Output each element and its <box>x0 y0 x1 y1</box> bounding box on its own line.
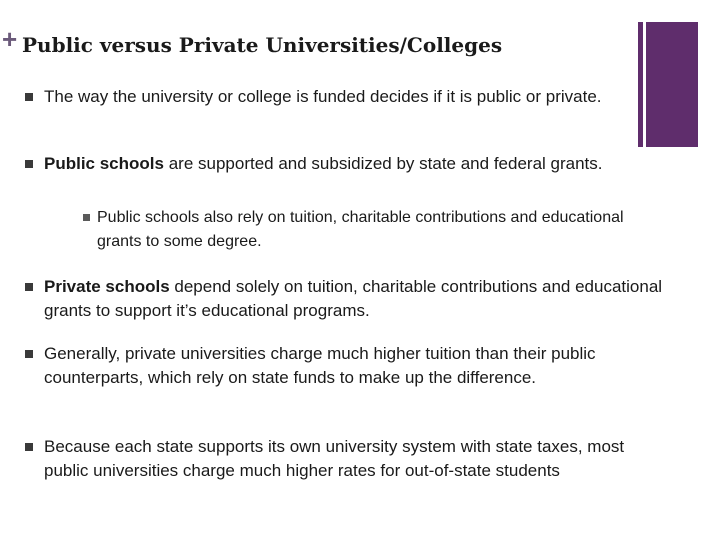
bullet-public-schools <box>44 152 666 176</box>
plus-icon: + <box>2 24 18 54</box>
bullet-funding <box>44 85 666 109</box>
bullet-text: depend solely on tuition, charitable contributions and educational grants to support it’s educational programs. <box>44 277 663 320</box>
bullet-square-icon <box>25 350 33 358</box>
bullet-text: The way the university or college is funded decides if it is public or private. <box>44 87 602 106</box>
bullet-text: Because each state supports its own university system with state taxes, most public universities charge much higher rates for out-of-state students <box>44 437 625 480</box>
bullet-square-icon <box>25 160 33 168</box>
bullet-tuition-comparison <box>44 342 666 390</box>
bullet-lead: Private schools <box>44 277 170 296</box>
bullet-square-icon <box>25 443 33 451</box>
bullet-lead: Public schools <box>44 154 164 173</box>
bullet-text: Public schools also rely on tuition, charitable contributions and educational grants to some degree. <box>97 209 624 250</box>
bullet-text: are supported and subsidized by state and federal grants. <box>163 154 603 173</box>
sub-bullet-public-tuition <box>97 206 657 254</box>
sub-bullet-square-icon <box>83 214 90 221</box>
bullet-square-icon <box>25 283 33 291</box>
bullet-text: Generally, private universities charge much higher tuition than their public counterparts, which rely on state funds to make up the difference. <box>44 344 596 387</box>
bullet-square-icon <box>25 93 33 101</box>
bullet-out-of-state <box>44 435 666 483</box>
bullet-private-schools <box>44 275 666 323</box>
slide-title: Public versus Private Universities/Colleges <box>22 33 503 57</box>
